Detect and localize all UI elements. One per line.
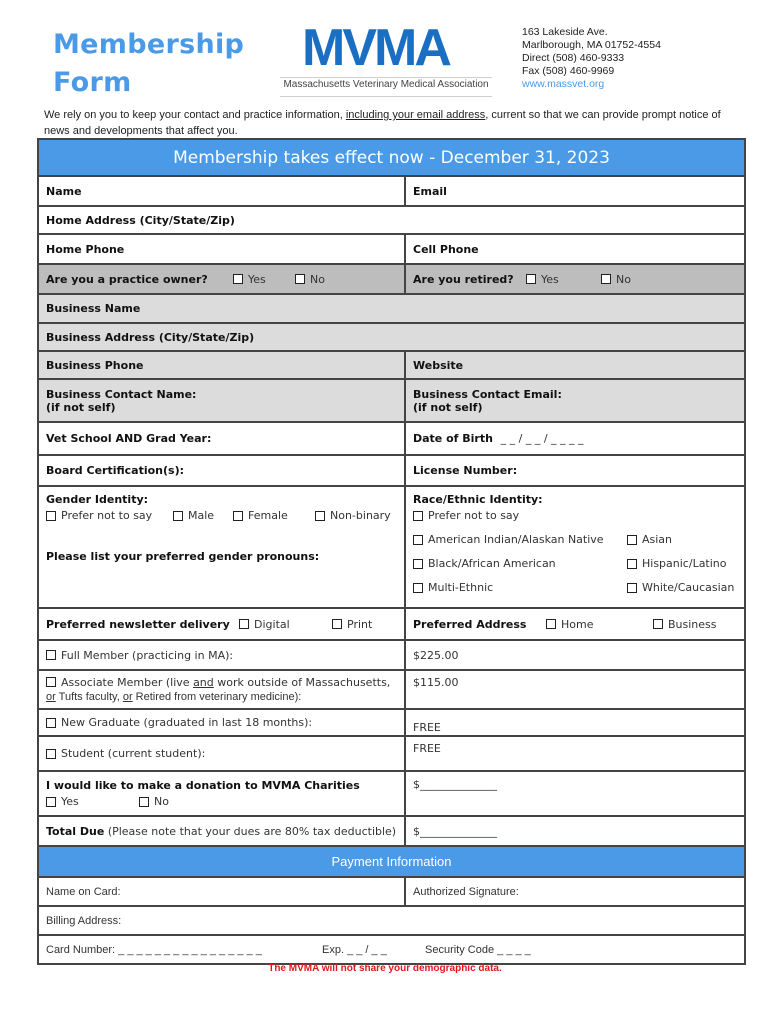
pronouns-input[interactable] (46, 563, 397, 583)
logo-divider (280, 77, 492, 78)
phone-row (39, 235, 744, 265)
checkbox-icon (233, 511, 243, 521)
exp-label: Exp. (322, 943, 345, 956)
email-field[interactable] (406, 177, 744, 205)
total-due-note: (Please note that your dues are 80% tax deductible) (107, 824, 397, 838)
business-contact-email-note: (if not self) (413, 400, 483, 414)
practice-owner-label: Are you a practice owner? (46, 272, 208, 286)
option-label: Home (561, 617, 594, 631)
checkbox-icon (413, 535, 423, 545)
race-american-indian-checkbox[interactable] (413, 533, 627, 546)
checkbox-icon (546, 619, 556, 629)
gender-female-checkbox[interactable] (233, 509, 315, 522)
owner-retired-row (39, 265, 744, 295)
home-phone-label: Home Phone (46, 242, 125, 256)
option-label: Multi-Ethnic (428, 581, 494, 594)
license-number-label: License Number: (413, 464, 518, 477)
certification-row (39, 456, 744, 487)
option-label: Male (188, 509, 215, 522)
option-label: American Indian/Alaskan Native (428, 533, 604, 546)
option-label: Black/African American (428, 557, 556, 570)
donation-yes-checkbox[interactable] (46, 795, 139, 808)
option-label: Yes (541, 272, 559, 286)
privacy-notice: The MVMA will not share your demographic data. (268, 963, 502, 974)
name-label: Name (46, 184, 82, 198)
checkbox-icon (413, 583, 423, 593)
identity-row (39, 487, 744, 609)
option-label: Digital (254, 617, 290, 631)
website-field[interactable] (406, 352, 744, 378)
intro-part: , current so that we can provide prompt notice of news and developments that affect you. (44, 109, 721, 137)
cell-phone-label: Cell Phone (413, 242, 479, 256)
billing-address-field[interactable] (39, 907, 744, 934)
security-code-blank: _ _ _ _ (497, 943, 531, 956)
exp-blank: _ _ / _ _ (347, 943, 387, 956)
checkbox-icon (46, 797, 56, 807)
business-phone-field[interactable] (39, 352, 406, 378)
option-emphasis: or (122, 691, 133, 703)
donation-row (39, 772, 744, 817)
business-phone-label: Business Phone (46, 358, 144, 372)
checkbox-icon (413, 559, 423, 569)
race-multi-ethnic-checkbox[interactable] (413, 581, 627, 594)
section-header-row (39, 140, 744, 177)
logo-mark: MVMA (302, 19, 449, 77)
expiration-field[interactable] (322, 944, 425, 956)
student-option[interactable] (39, 737, 406, 770)
option-label: No (310, 272, 325, 286)
checkbox-icon (239, 619, 249, 629)
preferred-address-business-checkbox[interactable] (653, 618, 717, 631)
retired-no-checkbox[interactable] (601, 273, 631, 286)
business-name-label: Business Name (46, 302, 141, 315)
board-certification-field[interactable] (39, 456, 406, 485)
address-city: Marlborough, MA 01752-4554 (522, 39, 661, 51)
business-contact-email-field[interactable] (406, 380, 744, 421)
checkbox-icon (46, 511, 56, 521)
billing-address-row (39, 907, 744, 936)
race-hispanic-checkbox[interactable] (627, 557, 727, 570)
option-label: Prefer not to say (61, 509, 153, 522)
option-label: White/Caucasian (642, 581, 735, 594)
new-graduate-option[interactable] (39, 710, 406, 735)
payment-section-title: Payment Information (39, 847, 744, 876)
intro-emphasis: including your email address (345, 109, 486, 121)
practice-owner-yes-checkbox[interactable] (233, 273, 295, 286)
membership-form (37, 138, 746, 965)
newsletter-delivery-question (39, 609, 406, 639)
total-due-label: Total Due (46, 824, 105, 838)
checkbox-icon (295, 274, 305, 284)
checkbox-icon (46, 718, 56, 728)
race-prefer-not-checkbox[interactable] (413, 509, 519, 522)
option-label: No (616, 272, 631, 286)
title-line-1: Membership (53, 29, 245, 60)
address-direct-phone: Direct (508) 460-9333 (522, 52, 625, 64)
business-phone-row (39, 352, 744, 380)
business-contact-row (39, 380, 744, 423)
associate-member-price: $115.00 (413, 676, 459, 689)
checkbox-icon (46, 749, 56, 759)
full-member-option[interactable] (39, 641, 406, 669)
total-due-label-cell (39, 817, 406, 845)
membership-new-grad-row (39, 710, 744, 737)
card-details-row (39, 936, 744, 965)
preferred-address-home-checkbox[interactable] (546, 618, 653, 631)
preferred-address-label: Preferred Address (413, 617, 527, 631)
checkbox-icon (526, 274, 536, 284)
option-label: Yes (248, 272, 266, 286)
full-member-price: $225.00 (413, 648, 459, 662)
website-label: Website (413, 358, 464, 372)
membership-full-row (39, 641, 744, 671)
logo-subtitle: Massachusetts Veterinary Medical Association (283, 79, 489, 90)
donation-label: I would like to make a donation to MVMA Charities (46, 779, 360, 792)
race-black-checkbox[interactable] (413, 557, 627, 570)
retired-yes-checkbox[interactable] (526, 273, 601, 286)
option-label: Retired from veterinary medicine): (132, 691, 302, 703)
business-address-label: Business Address (City/State/Zip) (46, 330, 255, 344)
website-link[interactable]: www.massvet.org (522, 78, 605, 90)
option-label: Asian (642, 533, 673, 546)
payment-header-row (39, 847, 744, 878)
title-line-2: Form (53, 67, 132, 98)
option-label: Yes (61, 795, 79, 808)
dob-label: Date of Birth (413, 432, 493, 445)
option-label: Non-binary (330, 509, 391, 522)
security-code-label: Security Code (425, 943, 495, 956)
card-number-blank: _ _ _ _ _ _ _ _ _ _ _ _ _ _ _ _ (118, 943, 262, 956)
contact-address (522, 26, 661, 91)
vet-school-field[interactable] (39, 423, 406, 454)
membership-student-row (39, 737, 744, 772)
race-asian-checkbox[interactable] (627, 533, 672, 546)
business-name-row (39, 295, 744, 324)
checkbox-icon (413, 511, 423, 521)
intro-text (44, 108, 744, 139)
checkbox-icon (173, 511, 183, 521)
race-identity-section (406, 487, 744, 607)
option-label: Business (668, 617, 717, 631)
board-certification-label: Board Certification(s): (46, 464, 184, 477)
page-title (53, 26, 244, 102)
vet-school-label: Vet School AND Grad Year: (46, 432, 212, 445)
business-name-field[interactable] (39, 295, 744, 322)
card-name-row (39, 878, 744, 907)
home-phone-field[interactable] (39, 235, 406, 263)
vet-school-row (39, 423, 744, 456)
card-number-field[interactable] (46, 944, 322, 956)
new-graduate-price: FREE (413, 721, 441, 734)
home-address-row (39, 207, 744, 235)
donation-no-checkbox[interactable] (139, 795, 169, 808)
option-label: work outside of Massachusetts, (213, 676, 391, 689)
donation-question (39, 772, 406, 815)
dob-blank: _ _ / _ _ / _ _ _ _ (500, 432, 584, 445)
retired-label: Are you retired? (413, 272, 514, 286)
card-details (39, 936, 744, 963)
option-emphasis: or (46, 691, 56, 703)
address-fax: Fax (508) 460-9969 (522, 65, 615, 77)
pronouns-label: Please list your preferred gender pronouns: (46, 550, 320, 563)
checkbox-icon (601, 274, 611, 284)
gender-prefer-not-checkbox[interactable] (46, 509, 173, 522)
business-contact-email-label: Business Contact Email: (413, 387, 562, 401)
name-email-row (39, 177, 744, 207)
race-identity-label: Race/Ethnic Identity: (413, 493, 543, 506)
date-of-birth-field[interactable] (406, 423, 744, 454)
home-address-label: Home Address (City/State/Zip) (46, 213, 235, 227)
address-street: 163 Lakeside Ave. (522, 26, 608, 38)
practice-owner-question (39, 265, 406, 293)
section-title: Membership takes effect now - December 31, 2023 (39, 140, 744, 175)
mvma-logo (280, 19, 492, 100)
checkbox-icon (627, 535, 637, 545)
email-label: Email (413, 184, 447, 198)
gender-identity-section (39, 487, 406, 607)
checkbox-icon (46, 677, 56, 687)
business-contact-name-label: Business Contact Name: (46, 387, 197, 401)
option-label: Tufts faculty, (55, 691, 123, 703)
associate-member-option[interactable] (39, 671, 406, 708)
checkbox-icon (46, 650, 56, 660)
business-contact-name-field[interactable] (39, 380, 406, 421)
home-address-field[interactable] (39, 207, 744, 233)
option-emphasis: and (193, 676, 214, 689)
preferred-address-question (406, 609, 744, 639)
retired-question (406, 265, 744, 293)
checkbox-icon (315, 511, 325, 521)
option-label: Prefer not to say (428, 509, 520, 522)
business-contact-name-note: (if not self) (46, 400, 116, 414)
option-label: Full Member (practicing in MA): (61, 648, 234, 662)
newsletter-print-checkbox[interactable] (332, 618, 372, 631)
checkbox-icon (627, 559, 637, 569)
option-label: Print (347, 617, 373, 631)
gender-nonbinary-checkbox[interactable] (315, 509, 391, 522)
donation-amount-input[interactable]: $______________ (413, 778, 497, 791)
total-due-amount-input[interactable]: $______________ (413, 824, 497, 838)
option-label: No (154, 795, 169, 808)
name-on-card-label: Name on Card: (46, 885, 121, 898)
option-label: New Graduate (graduated in last 18 months): (61, 716, 313, 729)
checkbox-icon (332, 619, 342, 629)
total-due-row (39, 817, 744, 847)
name-on-card-field[interactable] (39, 878, 406, 905)
student-price: FREE (413, 742, 441, 755)
logo-divider (280, 96, 492, 97)
practice-owner-no-checkbox[interactable] (295, 273, 325, 286)
intro-part: We rely on you to keep your contact and practice information, (44, 109, 346, 121)
billing-address-label: Billing Address: (46, 914, 122, 927)
checkbox-icon (653, 619, 663, 629)
option-label: Associate Member (live (61, 676, 194, 689)
preferences-row (39, 609, 744, 641)
option-label: Student (current student): (61, 747, 206, 760)
gender-identity-label: Gender Identity: (46, 493, 149, 506)
authorized-signature-field[interactable] (406, 878, 744, 905)
newsletter-digital-checkbox[interactable] (239, 618, 332, 631)
checkbox-icon (139, 797, 149, 807)
option-label: Hispanic/Latino (642, 557, 727, 570)
license-number-field[interactable] (406, 456, 744, 485)
checkbox-icon (627, 583, 637, 593)
business-address-row (39, 324, 744, 352)
name-field[interactable] (39, 177, 406, 205)
security-code-field[interactable] (425, 944, 531, 956)
business-address-field[interactable] (39, 324, 744, 350)
cell-phone-field[interactable] (406, 235, 744, 263)
option-label: Female (248, 509, 288, 522)
membership-associate-row (39, 671, 744, 710)
race-white-checkbox[interactable] (627, 581, 734, 594)
checkbox-icon (233, 274, 243, 284)
gender-male-checkbox[interactable] (173, 509, 233, 522)
card-number-label: Card Number: (46, 943, 116, 956)
newsletter-label: Preferred newsletter delivery (46, 617, 230, 631)
authorized-signature-label: Authorized Signature: (413, 885, 519, 898)
